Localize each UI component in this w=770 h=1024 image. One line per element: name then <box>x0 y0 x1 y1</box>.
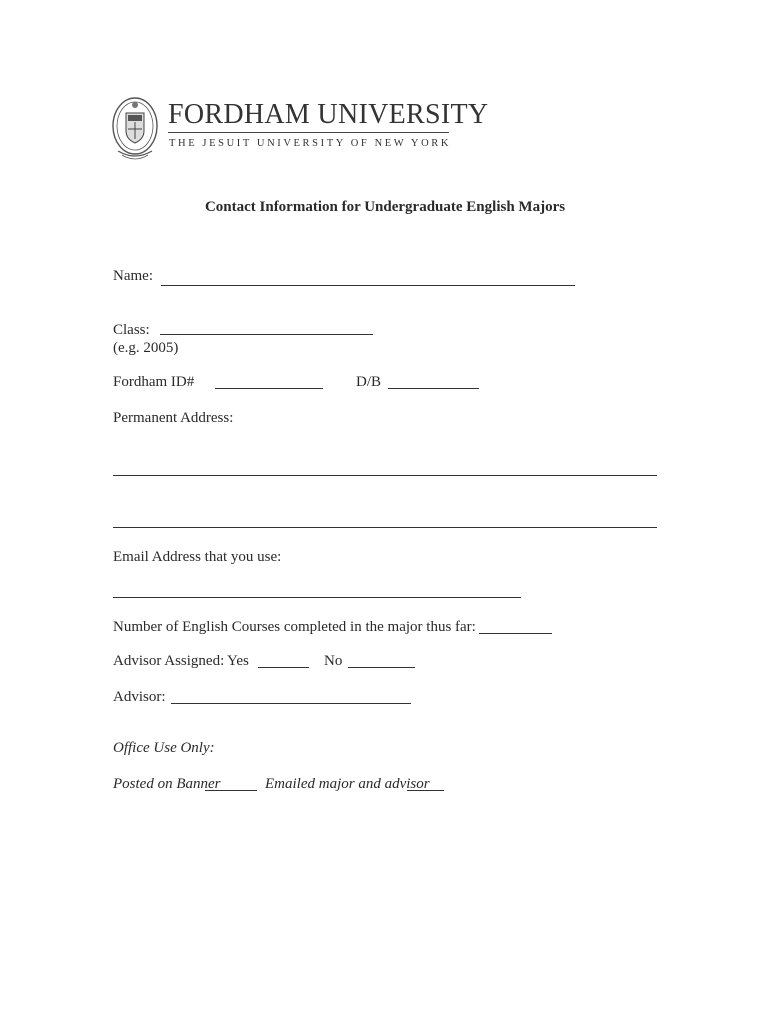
courses-label: Number of English Courses completed in the major thus far: <box>113 619 476 635</box>
form-title: Contact Information for Undergraduate English Majors <box>204 199 566 215</box>
advisor-assigned-label: Advisor Assigned: <box>113 653 225 669</box>
university-seal-logo <box>110 95 160 163</box>
address-line-2-field[interactable] <box>113 527 657 528</box>
advisor-assigned-yes-label: Yes <box>227 653 249 669</box>
advisor-assigned-yes-field[interactable] <box>258 667 309 668</box>
posted-on-banner-label: Posted on Banner <box>113 776 221 792</box>
emailed-field[interactable] <box>407 790 444 791</box>
advisor-assigned-no-field[interactable] <box>348 667 415 668</box>
email-field[interactable] <box>113 597 521 598</box>
address-line-1-field[interactable] <box>113 475 657 476</box>
courses-field[interactable] <box>479 633 552 634</box>
advisor-label: Advisor: <box>113 689 166 705</box>
class-example: (e.g. 2005) <box>113 340 179 356</box>
office-use-heading: Office Use Only: <box>113 740 215 756</box>
university-tagline: THE JESUIT UNIVERSITY OF NEW YORK <box>169 138 452 149</box>
university-name: FORDHAM UNIVERSITY <box>168 99 489 130</box>
fordham-id-field[interactable] <box>215 388 323 389</box>
advisor-field[interactable] <box>171 703 411 704</box>
fordham-id-label: Fordham ID# <box>113 374 195 390</box>
email-label: Email Address that you use: <box>113 549 282 565</box>
name-field[interactable] <box>161 285 575 286</box>
class-label: Class: <box>113 322 150 338</box>
posted-on-banner-field[interactable] <box>205 790 257 791</box>
db-label: D/B <box>356 374 382 390</box>
class-field[interactable] <box>160 334 373 335</box>
db-field[interactable] <box>388 388 479 389</box>
name-label: Name: <box>113 268 153 284</box>
advisor-assigned-no-label: No <box>324 653 343 669</box>
emailed-label: Emailed major and advisor <box>265 776 430 792</box>
permanent-address-label: Permanent Address: <box>113 410 234 426</box>
logo-divider <box>168 132 449 133</box>
